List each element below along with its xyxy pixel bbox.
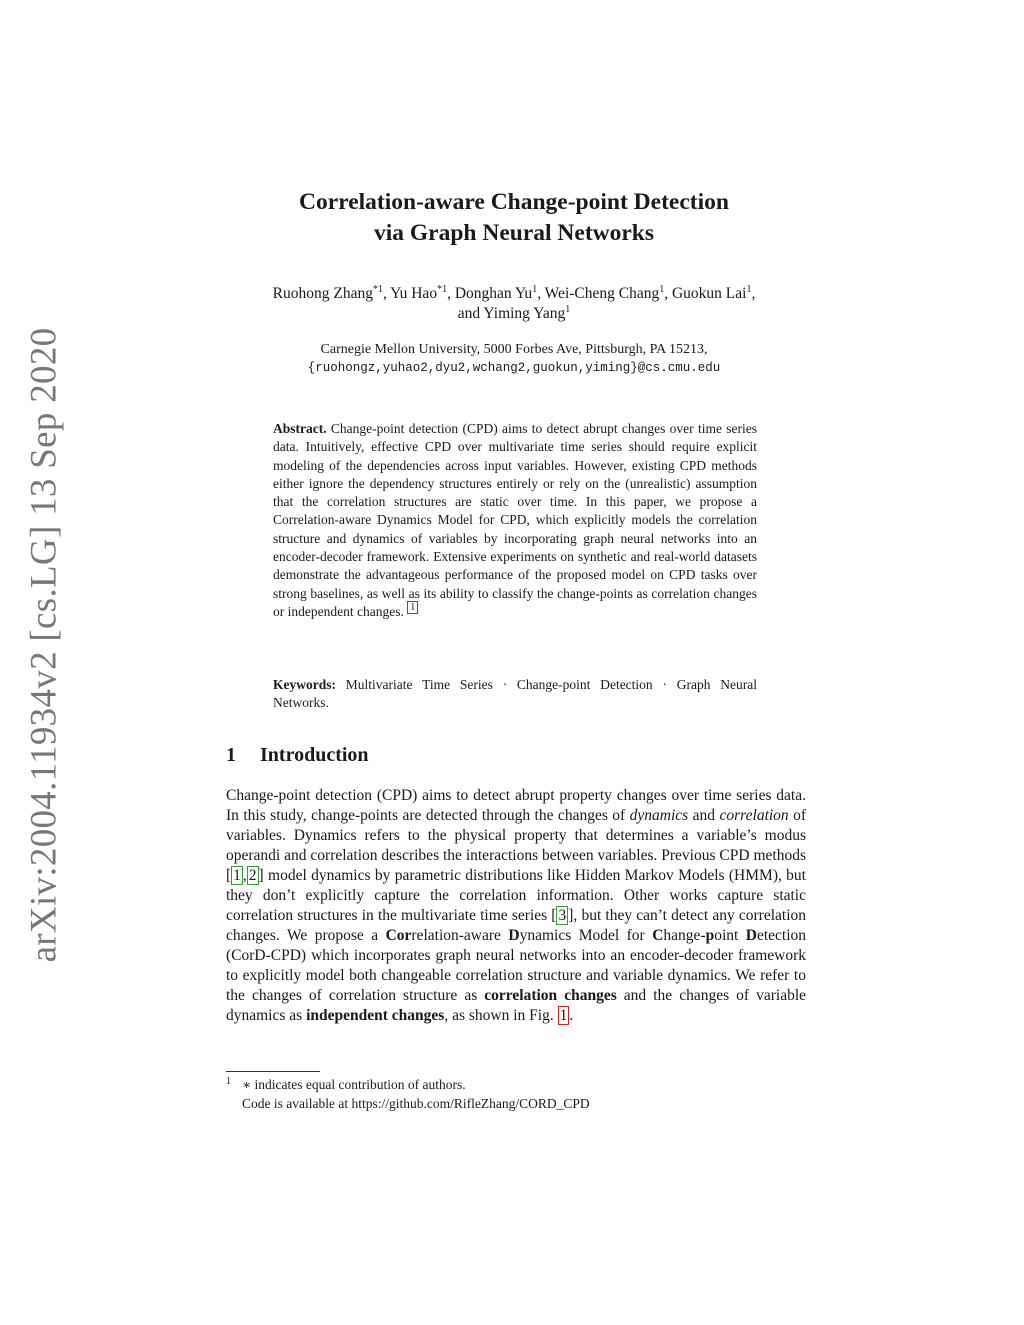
acronym-letter: p bbox=[705, 927, 715, 944]
intro-emph-correlation: correlation bbox=[719, 807, 789, 824]
author-name: Guokun Lai bbox=[671, 285, 747, 302]
intro-text: . bbox=[569, 1007, 574, 1024]
abstract bbox=[273, 420, 757, 621]
author-sup: 1 bbox=[746, 283, 752, 295]
intro-text: , as shown in Fig. bbox=[444, 1007, 554, 1024]
abstract-label: Abstract. bbox=[273, 421, 327, 436]
author-name: Yiming Yang bbox=[483, 305, 566, 322]
intro-bold-independent-changes: independent changes bbox=[306, 1007, 445, 1024]
footnote: 1 ∗ indicates equal contribution of authors. Code is available at https://github.com/RifleZhang/CORD_CPD bbox=[226, 1076, 806, 1113]
section-number: 1 bbox=[226, 744, 236, 766]
author-list: Ruohong Zhang$^{*1}$, Yu Hao$^{*1}$, Donghan Yu$^1$, Wei-Cheng Chang$^1$, Guokun Lai$^1$, and Yiming Yang$^1$ bbox=[272, 283, 756, 322]
section-title: Introduction bbox=[260, 744, 369, 766]
intro-text: and the changes of variable dynamics as bbox=[226, 987, 807, 1024]
intro-text: and bbox=[692, 807, 716, 824]
paper-title-line-2: via Graph Neural Networks bbox=[373, 220, 655, 246]
footnote-link[interactable]: 1 bbox=[407, 601, 418, 614]
footnote-line-1: ∗ indicates equal contribution of authors. bbox=[242, 1077, 466, 1092]
intro-text: (CorD-CPD) which incorporates graph neural networks into an encoder-decoder framework to explicitly model both changeable correlation structure and variable dynamics. We refer to the changes of correlation structure as bbox=[226, 947, 806, 1004]
intro-text: model dynamics by parametric distributions like Hidden Markov Models (HMM), but they don’t explicitly capture the correlation information. Other works capture static correlation structures in the multivariate time series bbox=[226, 867, 806, 924]
intro-text: Change-point detection (CPD) aims to detect abrupt property changes over time series data. In this study, change-points are detected through the changes of bbox=[226, 787, 806, 824]
abstract-text: Change-point detection (CPD) aims to detect abrupt changes over time series data. Intuitively, effective CPD over multivariate time series should require explicit modeling of the dependencies across input variables. However, existing CPD methods either ignore the dependency structures entirely or rely on the (unrealistic) assumption that the correlation structures are static over time. In this paper, we propose a Correlation-aware Dynamics Model for CPD, which explicitly models the correlation structure and dynamics of variables by incorporating graph neural networks into an encoder-decoder framework. Extensive experiments on synthetic and real-world datasets demonstrate the advantageous performance of the proposed model on CPD tasks over strong baselines, as well as its ability to classify the change-points as correlation changes or independent changes. bbox=[273, 421, 757, 619]
intro-paragraph: Change-point detection (CPD) aims to detect abrupt property changes over time series data. In this study, change-points are detected through the changes of dynamics and correlation of variables. Dynamics refers to the physical property that determines a variable’s modus operandi and correlation describes the interactions between variables. Previous CPD methods [ 1 , 2 ] model dynamics by parametric distributions like Hidden Markov Models (HMM), but they don’t explicitly capture the correlation information. Other works capture static correlation structures in the multivariate time series [ 3 ], but they can’t detect any correlation changes. We propose a Correlation-aware Dynamics Model for Change-point Detection (CorD-CPD) which incorporates graph neural networks into an encoder-decoder framework to explicitly model both changeable correlation structure and variable dynamics. We refer to the changes of correlation structure as correlation changes and the changes of variable dynamics as independent changes, as shown in Fig. 1 . bbox=[226, 787, 807, 1024]
affiliation: Carnegie Mellon University, 5000 Forbes Ave, Pittsburgh, PA 15213, bbox=[320, 342, 708, 357]
author-sup: *1 bbox=[372, 283, 383, 295]
keywords-text: Multivariate Time Series · Change-point Detection · Graph Neural Networks. bbox=[273, 677, 758, 711]
intro-text: etection bbox=[756, 927, 807, 944]
intro-emph-dynamics: dynamics bbox=[629, 807, 689, 824]
acronym-letter: D bbox=[745, 927, 757, 944]
author-name: Donghan Yu bbox=[454, 285, 533, 302]
author-sup: *1 bbox=[437, 283, 448, 295]
author-joiner: and bbox=[457, 305, 481, 322]
intro-text: hange- bbox=[663, 927, 706, 944]
intro-text: relation-aware bbox=[411, 927, 501, 944]
intro-text: of variables. Dynamics refers to the physical property that determines a variable’s modus operandi and correlation describes the interactions between variables. Previous CPD methods bbox=[226, 807, 807, 864]
affiliation-block bbox=[210, 340, 818, 378]
author-emails[interactable]: {ruohongz,yuhao2,dyu2,wchang2,guokun,yiming}@cs.cmu.edu bbox=[307, 361, 721, 375]
author-sup: 1 bbox=[532, 283, 538, 295]
author-sup: 1 bbox=[659, 283, 665, 295]
acronym-letter: Cor bbox=[385, 927, 412, 944]
footnote-line-2[interactable]: Code is available at https://github.com/RifleZhang/CORD_CPD bbox=[242, 1095, 590, 1111]
intro-bold-correlation-changes: correlation changes bbox=[484, 987, 617, 1004]
arxiv-id-text: arXiv:2004.11934v2 [cs.LG] 13 Sep 2020 bbox=[23, 327, 65, 963]
arxiv-side-identifier bbox=[22, 327, 66, 963]
keywords bbox=[273, 676, 757, 713]
keywords-label: Keywords: bbox=[273, 677, 336, 692]
intro-text: ynamics Model for bbox=[519, 927, 645, 944]
footnote-rule bbox=[226, 1071, 320, 1072]
author-name: Ruohong Zhang bbox=[272, 285, 373, 302]
section-heading bbox=[226, 744, 369, 767]
citation-link[interactable]: 1 bbox=[233, 867, 241, 884]
citation-link[interactable]: 3 bbox=[558, 907, 567, 924]
figure-link[interactable]: 1 bbox=[559, 1007, 568, 1024]
acronym-letter: D bbox=[508, 927, 520, 944]
author-sup: 1 bbox=[565, 303, 571, 315]
paper-title-line-1: Correlation-aware Change-point Detection bbox=[299, 189, 729, 215]
intro-text: , but they can’t detect any correlation changes. We propose a bbox=[226, 907, 807, 944]
author-name: Wei-Cheng Chang bbox=[544, 285, 660, 302]
acronym-letter: C bbox=[652, 927, 664, 944]
author-name: Yu Hao bbox=[390, 285, 438, 302]
intro-text: oint bbox=[714, 927, 739, 944]
citation-link[interactable]: 2 bbox=[248, 867, 257, 884]
